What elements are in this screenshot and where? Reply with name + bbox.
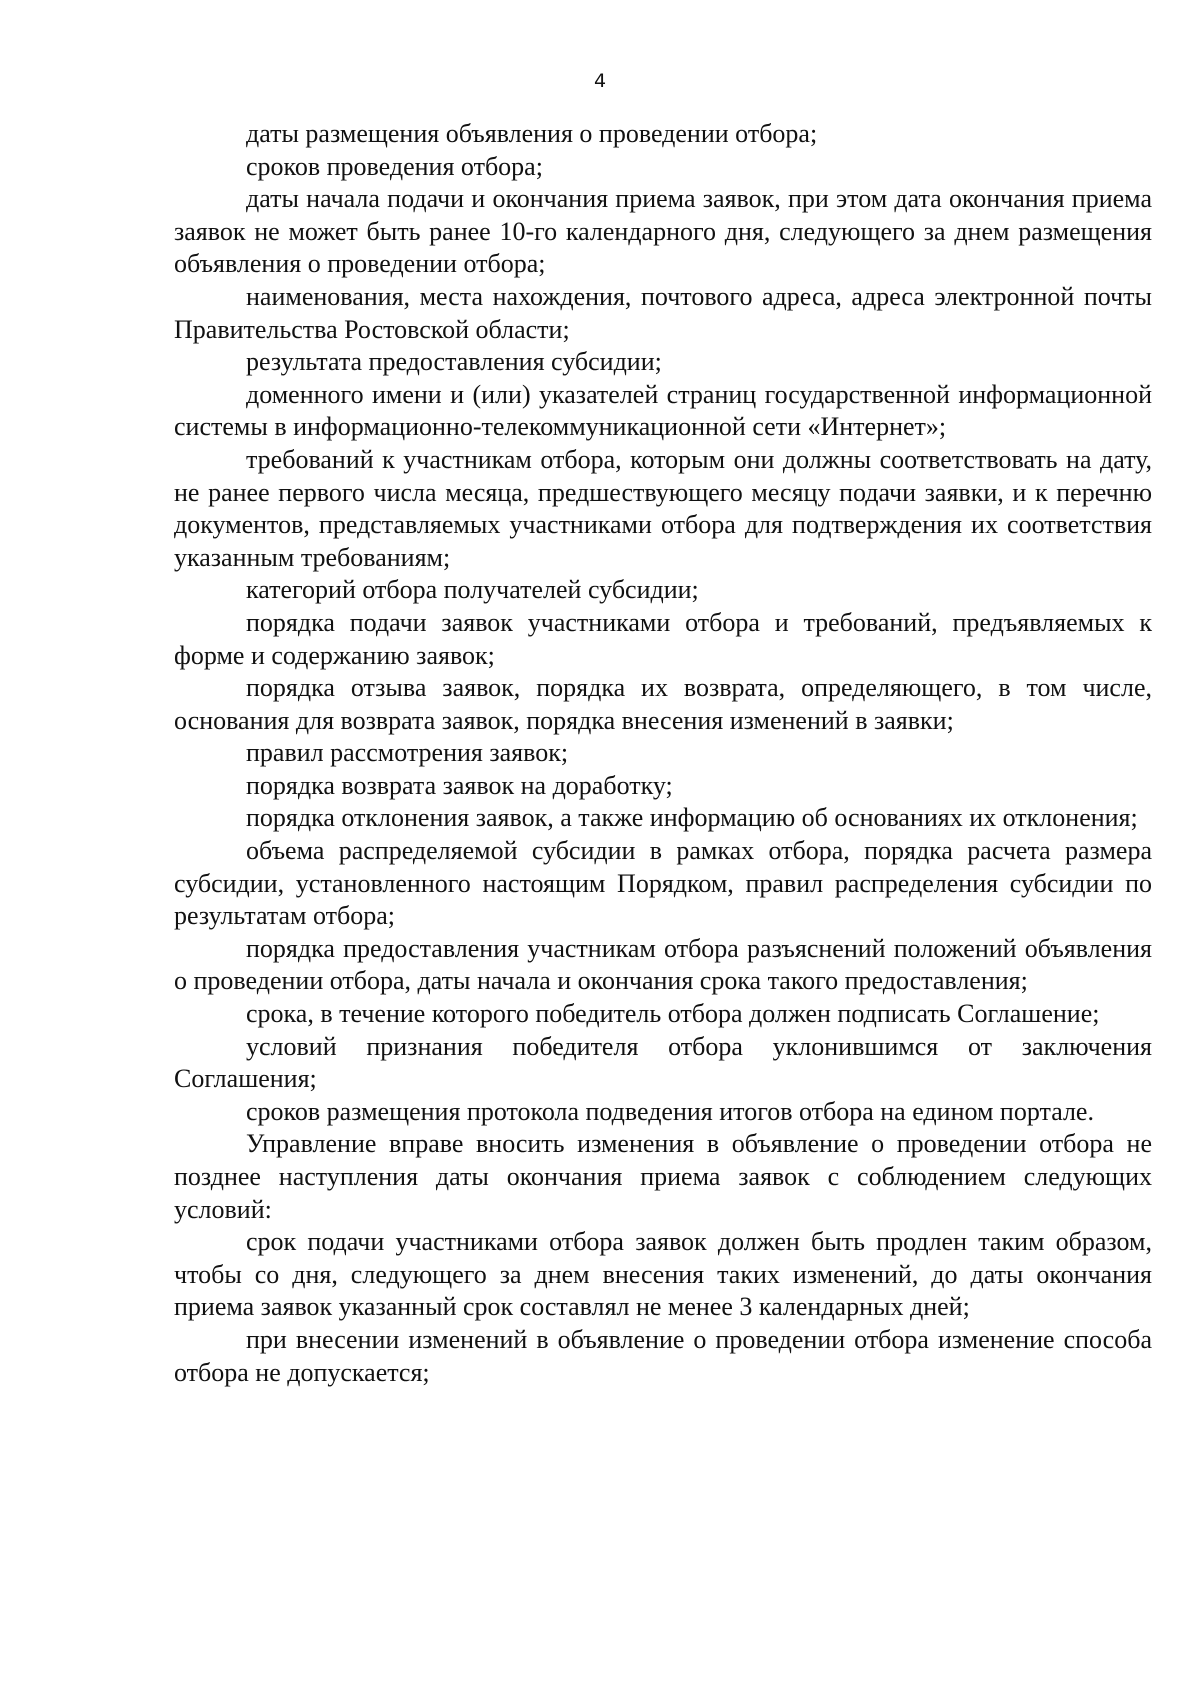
document-body [174, 118, 1152, 1389]
paragraph-16: срока, в течение которого победитель отбора должен подписать Соглашение; [246, 999, 1100, 1029]
paragraph-8: категорий отбора получателей субсидии; [246, 575, 699, 605]
paragraph-19: Управление вправе вносить изменения в объявление о проведении отбора не позднее наступления даты окончания приема заявок с соблюдением следующих условий: [174, 1129, 1152, 1224]
paragraph-13: порядка отклонения заявок, а также информацию об основаниях их отклонения; [246, 803, 1138, 833]
page-number: 4 [593, 70, 607, 92]
paragraph-20: срок подачи участниками отбора заявок должен быть продлен таким образом, чтобы со дня, следующего за днем внесения таких изменений, до даты окончания приема заявок указанный срок составлял не менее 3 календарных дней; [174, 1227, 1152, 1322]
paragraph-21: при внесении изменений в объявление о проведении отбора изменение способа отбора не допускается; [174, 1324, 1152, 1387]
paragraph-10: порядка отзыва заявок, порядка их возврата, определяющего, в том числе, основания для возврата заявок, порядка внесения изменений в заявки; [174, 673, 1152, 735]
paragraph-11: правил рассмотрения заявок; [246, 738, 569, 768]
paragraph-1: даты размещения объявления о проведении отбора; [246, 119, 818, 148]
paragraph-12: порядка возврата заявок на доработку; [246, 770, 673, 800]
paragraph-18: сроков размещения протокола подведения итогов отбора на едином портале. [246, 1096, 1094, 1126]
paragraph-7: требований к участникам отбора, которым они должны соответствовать на дату, не ранее первого числа месяца, предшествующего месяцу подачи заявки, и к перечню документов, представляемых участниками отбора для подтверждения их соответствия указанным требованиям; [174, 444, 1152, 572]
paragraph-15: порядка предоставления участникам отбора разъяснений положений объявления о проведении отбора, даты начала и окончания срока такого предоставления; [174, 933, 1152, 996]
paragraph-17: условий признания победителя отбора уклонившимся от заключения Соглашения; [174, 1031, 1152, 1094]
paragraph-4: наименования, места нахождения, почтового адреса, адреса электронной почты Правительства Ростовской области; [174, 281, 1152, 344]
paragraph-5: результата предоставления субсидии; [246, 347, 662, 377]
paragraph-2: сроков проведения отбора; [246, 151, 543, 181]
paragraph-14: объема распределяемой субсидии в рамках отбора, порядка расчета размера субсидии, установленного настоящим Порядком, правил распределения субсидии по результатам отбора; [174, 836, 1152, 931]
paragraph-9: порядка подачи заявок участниками отбора и требований, предъявляемых к форме и содержанию заявок; [174, 607, 1152, 670]
paragraph-6: доменного имени и (или) указателей страниц государственной информационной системы в информационно-телекоммуникационной сети «Интернет»; [174, 379, 1152, 442]
paragraph-3: даты начала подачи и окончания приема заявок, при этом дата окончания приема заявок не может быть ранее 10-го календарного дня, следующего за днем размещения объявления о проведении отбора; [174, 184, 1152, 279]
